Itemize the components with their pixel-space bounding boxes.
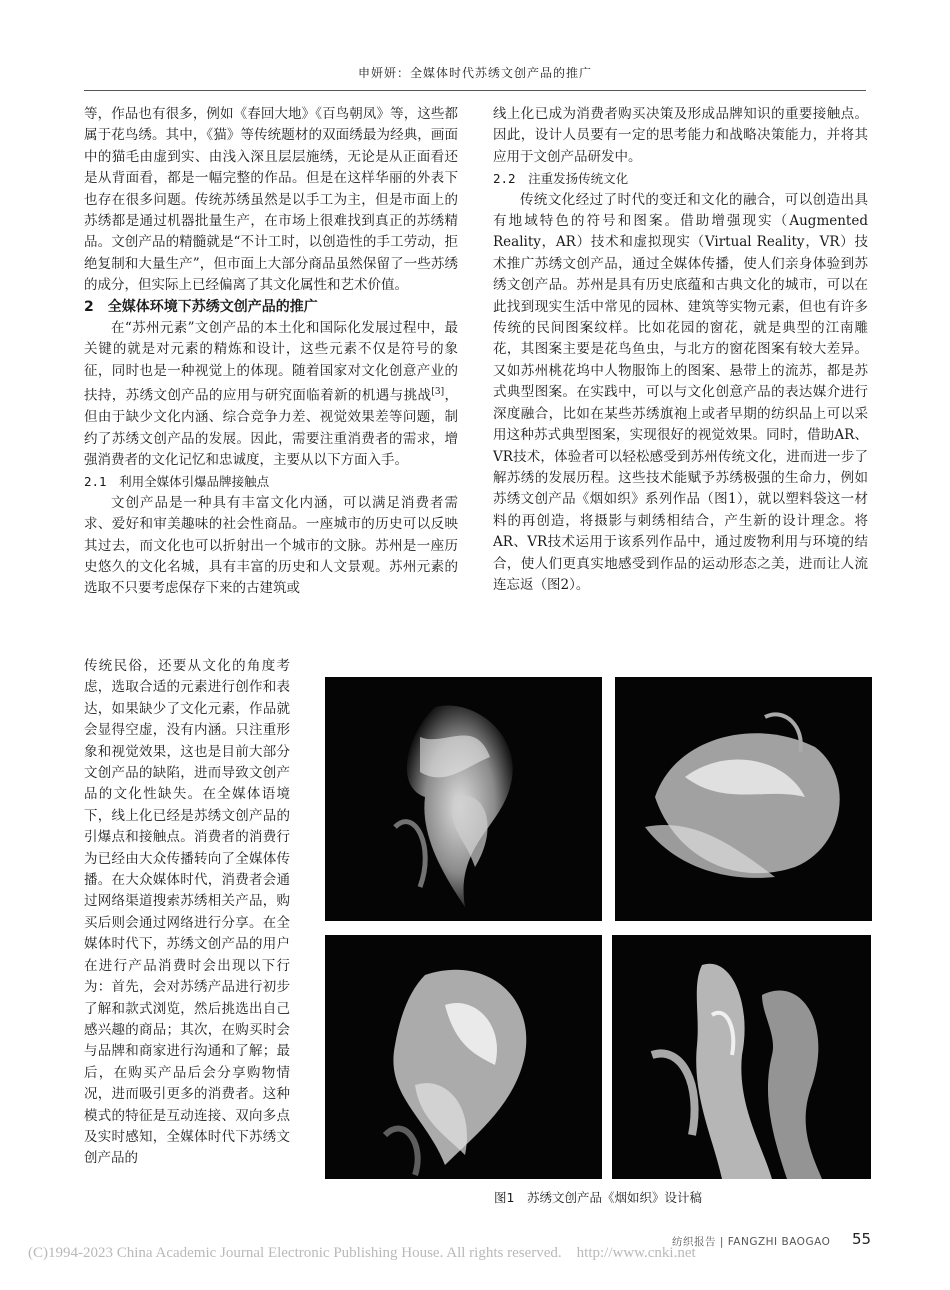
page-number: 55 bbox=[852, 1230, 872, 1248]
subsection-heading: 2.1 利用全媒体引爆品牌接触点 bbox=[84, 474, 270, 490]
left-column-narrow bbox=[84, 656, 290, 1170]
section-heading: 2 全媒体环境下苏绣文创产品的推广 bbox=[84, 298, 318, 315]
body-paragraph: 传统民俗，还要从文化的角度考虑，选取合适的元素进行创作和表达，如果缺少了文化元素，作品就会显得空虚，没有内涵。只注重形象和视觉效果，这也是目前大部分文创产品的缺陷，进而导致文创产品的文化性缺失。在全媒体语境下，线上化已经是苏绣文创产品的引爆点和接触点。消费者的消费行为已经由大众传播转向了全媒体传播。在大众媒体时代，消费者会通过网络渠道搜索苏绣相关产品，购买后则会通过网络进行分享。在全媒体时代下，苏绣文创产品的用户在进行产品消费时会出现以下行为：首先，会对苏绣产品进行初步了解和款式浏览，然后挑选出自己感兴趣的商品；其次，在购买时会与品牌和商家进行沟通和了解；最后，在购买产品后会分享购物情况，进而吸引更多的消费者。这种模式的特征是互动连接、双向多点及实时感知，全媒体时代下苏绣文创产品的 bbox=[84, 658, 290, 1167]
running-header: 申妍妍：全媒体时代苏绣文创产品的推广 bbox=[357, 66, 592, 80]
paragraph-text: 在“苏州元素”文创产品的本土化和国际化发展过程中，最关键的就是对元素的精炼和设计，这些元素不仅是符号的象征，同时也是一种视觉上的体现。随着国家对文化创意产业的扶持，苏绣文创产品的应用与研究面临着新的机遇与挑战 bbox=[84, 320, 458, 404]
smoke-image-4 bbox=[612, 935, 871, 1179]
body-paragraph: 线上化已成为消费者购买决策及形成品牌知识的重要接触点。因此，设计人员要有一定的思考能力和战略决策能力，并将其应用于文创产品研发中。 bbox=[493, 106, 868, 165]
figure-panel-1 bbox=[325, 677, 602, 921]
subsection-heading: 2.2 注重发扬传统文化 bbox=[493, 171, 629, 187]
paragraph-text: ，但由于缺少文化内涵、综合竞争力差、视觉效果差等问题，制约了苏绣文创产品的发展。因此，需要注重消费者的需求，增强消费者的文化记忆和忠诚度，主要从以下方面入手。 bbox=[84, 387, 459, 468]
left-column bbox=[84, 104, 458, 600]
journal-name: 纺织报告 | FANGZHI BAOGAO bbox=[672, 1236, 831, 1248]
smoke-image-2 bbox=[615, 677, 872, 921]
body-paragraph bbox=[84, 318, 458, 471]
body-paragraph: 等，作品也有很多，例如《春回大地》《百鸟朝凤》等，这些都属于花鸟绣。其中，《猫》等传统题材的双面绣最为经典，画面中的猫毛由虚到实、由浅入深且层层施绣，无论是从正面看还是从背面看，都是一幅完整的作品。但是在这样华丽的外表下也存在很多问题。传统苏绣虽然是以手工为主，但是市面上的苏绣都是通过机器批量生产，在市场上很难找到真正的苏绣精品。文创产品的精髓就是“不计工时，以创造性的手工劳动，拒绝复制和大量生产”，但市面上大部分商品虽然保留了一些苏绣的成分，但实际上已经偏离了其文化属性和艺术价值。 bbox=[84, 106, 458, 294]
body-paragraph: 文创产品是一种具有丰富文化内涵，可以满足消费者需求、爱好和审美趣味的社会性商品。一座城市的历史可以反映其过去，而文化也可以折射出一个城市的文脉。苏州是一座历史悠久的文化名城，具有丰富的历史和人文景观。苏州元素的选取不只要考虑保存下来的古建筑或 bbox=[84, 494, 458, 597]
citation-ref: [3] bbox=[431, 387, 445, 398]
smoke-image-3 bbox=[325, 935, 602, 1179]
copyright-watermark: (C)1994-2023 China Academic Journal Electronic Publishing House. All rights reserved. http://www.cnki.net bbox=[28, 1245, 696, 1261]
body-paragraph: 传统文化经过了时代的变迁和文化的融合，可以创造出具有地域特色的符号和图案。借助增强现实（Augmented Reality，AR）技术和虚拟现实（Virtual Reality，VR）技术推广苏绣文创产品，通过全媒体传播，使人们亲身体验到苏绣文创产品。苏州是具有历史底蕴和古典文化的城市，可以在此找到现实生活中常见的园林、建筑等实物元素，但也有许多传统的民间图案纹样。比如花园的窗花，就是典型的江南雕花，其图案主要是花鸟鱼虫，与北方的窗花图案有较大差异。又如苏州桃花坞中人物服饰上的图案、悬带上的流苏，都是苏式典型图案。在实践中，可以与文化创意产品的表达媒介进行深度融合，比如在某些苏绣旗袍上或者早期的纺织品上可以采用这种苏式典型图案，实现很好的视觉效果。同时，借助AR、VR技术，体验者可以轻松感受到苏州传统文化，进而进一步了解苏绣的发展历程。这些技术能赋予苏绣极强的生命力，例如苏绣文创产品《烟如织》系列作品（图1），就以塑料袋这一材料的再创造，将摄影与刺绣相结合，产生新的设计理念。将AR、VR技术运用于该系列作品中，通过废物利用与环境的结合，使人们更真实地感受到作品的运动形态之美，进而让人流连忘返（图2）。 bbox=[493, 191, 868, 593]
right-column bbox=[493, 104, 868, 596]
smoke-image-1 bbox=[325, 677, 602, 921]
figure-panel-2 bbox=[615, 677, 872, 921]
header-rule bbox=[84, 90, 866, 91]
figure-caption: 图1 苏绣文创产品《烟如织》设计稿 bbox=[494, 1190, 702, 1205]
figure-panel-4 bbox=[612, 935, 871, 1179]
figure-panel-3 bbox=[325, 935, 602, 1179]
figure-1 bbox=[325, 677, 871, 1182]
